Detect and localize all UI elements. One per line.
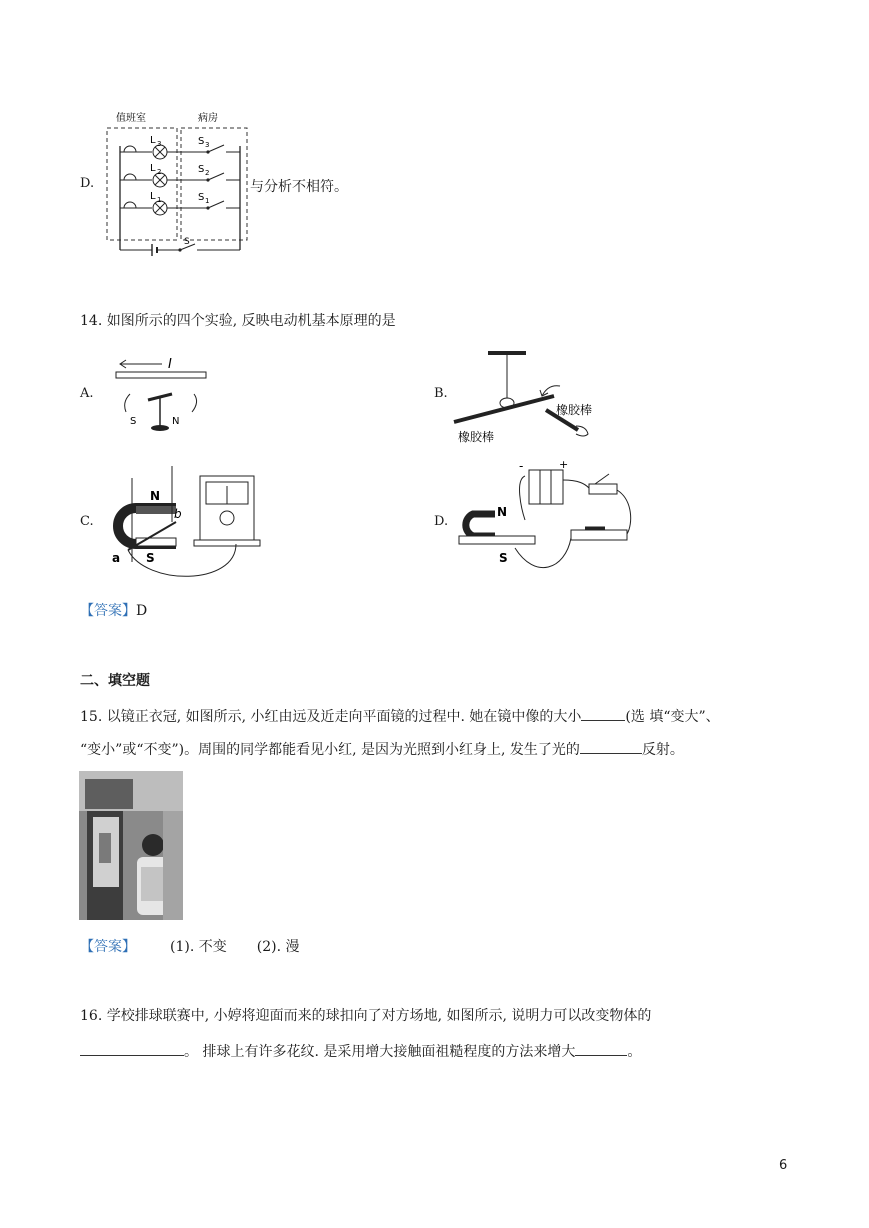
svg-text:3: 3 (157, 140, 162, 148)
svg-text:L: L (150, 135, 156, 146)
q14-option-a-letter: A. (80, 386, 94, 401)
q14-option-b-letter: B. (434, 386, 448, 401)
point-a: a (112, 551, 121, 565)
q16-line1: 16. 学校排球联赛中, 小婷将迎面而来的球扣向了对方场地, 如图所示, 说明力可以改变物体的 (80, 1008, 652, 1024)
circuit-row-3 (120, 135, 240, 159)
plus-terminal: + (559, 460, 569, 471)
rheostat-icon (571, 530, 627, 540)
circuit-row-1 (120, 191, 240, 215)
wire-bar (116, 372, 206, 378)
blank-1[interactable] (581, 706, 625, 721)
minus-terminal: - (519, 460, 524, 473)
q15-answer (80, 936, 299, 956)
svg-text:1: 1 (205, 197, 210, 205)
q14-option-c-letter: C. (80, 514, 94, 529)
svg-text:L: L (150, 163, 156, 174)
svg-text:S: S (198, 192, 205, 203)
room-right-box (181, 128, 247, 240)
rod-bottom-label: 橡胶棒 (458, 430, 495, 444)
q14-stem: 14. 如图所示的四个实验, 反映电动机基本原理的是 (80, 313, 396, 329)
room-left-label: 值班室 (116, 113, 146, 124)
q15-mirror-photo (79, 771, 183, 920)
blank-2[interactable] (580, 739, 642, 754)
pole-n: N (497, 505, 508, 519)
pole-n: N (172, 416, 180, 427)
pole-s: S (146, 551, 155, 565)
q14-option-d-letter: D. (434, 514, 449, 529)
answer-tag: 【答案】 (80, 603, 136, 619)
point-b: b (174, 507, 182, 521)
section-title: 二、填空题 (80, 673, 150, 689)
svg-text:S: S (198, 164, 205, 175)
svg-text:L: L (150, 191, 156, 202)
bell-icon (124, 174, 136, 180)
q13-circuit-diagram (100, 108, 250, 260)
answer-1: (1). 不变 (170, 939, 227, 955)
room-right-label: 病房 (198, 113, 218, 124)
svg-text:1: 1 (157, 196, 162, 204)
svg-text:S: S (198, 136, 205, 147)
q14-option-c-figure (106, 466, 266, 586)
answer-tag: 【答案】 (80, 939, 136, 955)
circuit-row-2 (120, 163, 240, 187)
u-magnet (466, 514, 495, 536)
q14-option-d-figure (455, 460, 640, 578)
q13-comment: 与分析不相符。 (250, 179, 348, 195)
bell-icon (124, 202, 136, 208)
bell-icon (124, 146, 136, 152)
q15-line1: 15. 以镜正衣冠, 如图所示, 小红由远及近走向平面镜的过程中. 她在镜中像的大小 (选 填“变大”、 (80, 706, 720, 726)
pole-s: S (499, 551, 508, 565)
main-switch-label: S (184, 237, 190, 247)
current-label: I (168, 357, 172, 372)
q15-line2: “变小”或“不变”)。周围的同学都能看见小红, 是因为光照到小红身上, 发生了光的 反射。 (80, 739, 684, 759)
svg-text:3: 3 (205, 141, 210, 149)
page-number: 6 (779, 1158, 788, 1173)
svg-text:2: 2 (205, 169, 210, 177)
svg-text:2: 2 (157, 168, 162, 176)
q14-option-a-figure (112, 350, 212, 436)
battery-icon (529, 470, 563, 504)
pole-s: S (130, 416, 137, 427)
q16-line2: 。 排球上有许多花纹. 是采用增大接触面祖糙程度的方法来增大 。 (80, 1041, 641, 1061)
q14-answer (80, 600, 147, 620)
blank-3[interactable] (80, 1041, 184, 1056)
room-left-box (107, 128, 177, 240)
answer-2: (2). 漫 (256, 939, 300, 955)
switch-icon (589, 484, 617, 494)
q13-option-letter: D. (80, 176, 95, 191)
rod-top-label: 橡胶棒 (556, 403, 593, 417)
q14-option-b-figure (450, 346, 620, 446)
hand-icon (576, 426, 588, 436)
pole-n: N (150, 489, 161, 503)
blank-4[interactable] (575, 1041, 627, 1056)
answer-value: D (136, 603, 148, 619)
